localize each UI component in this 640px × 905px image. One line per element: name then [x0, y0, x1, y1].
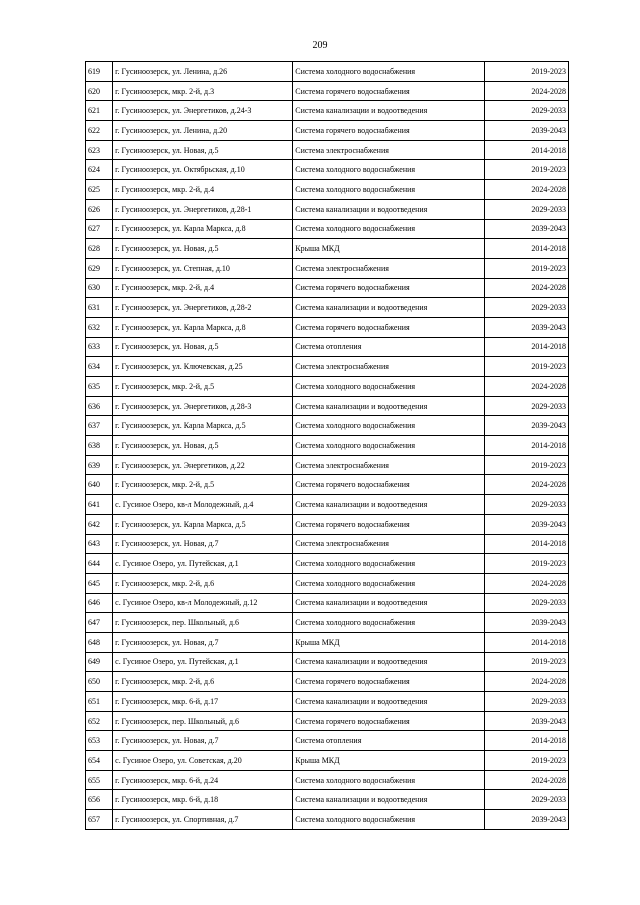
table-row	[86, 573, 569, 593]
period-cell: 2039-2043	[485, 416, 569, 436]
address-cell: г. Гусиноозерск, мкр. 6-й, д.17	[113, 692, 293, 712]
row-number-cell: 641	[86, 495, 113, 515]
registry-table-body	[86, 62, 569, 830]
system-type-cell: Система холодного водоснабжения	[293, 554, 485, 574]
period-cell: 2039-2043	[485, 613, 569, 633]
period-cell: 2024-2028	[485, 672, 569, 692]
row-number-cell: 630	[86, 278, 113, 298]
period-cell: 2039-2043	[485, 810, 569, 830]
address-cell: г. Гусиноозерск, ул. Новая, д.7	[113, 632, 293, 652]
table-row	[86, 81, 569, 101]
system-type-cell: Система электроснабжения	[293, 455, 485, 475]
address-cell: г. Гусиноозерск, ул. Энергетиков, д.22	[113, 455, 293, 475]
period-cell: 2024-2028	[485, 475, 569, 495]
row-number-cell: 619	[86, 62, 113, 82]
row-number-cell: 651	[86, 692, 113, 712]
table-row	[86, 455, 569, 475]
table-row	[86, 199, 569, 219]
system-type-cell: Система электроснабжения	[293, 258, 485, 278]
period-cell: 2039-2043	[485, 514, 569, 534]
table-row	[86, 751, 569, 771]
table-row	[86, 416, 569, 436]
row-number-cell: 652	[86, 711, 113, 731]
row-number-cell: 633	[86, 337, 113, 357]
table-row	[86, 180, 569, 200]
system-type-cell: Система холодного водоснабжения	[293, 573, 485, 593]
row-number-cell: 655	[86, 770, 113, 790]
period-cell: 2014-2018	[485, 337, 569, 357]
system-type-cell: Система холодного водоснабжения	[293, 810, 485, 830]
period-cell: 2019-2023	[485, 652, 569, 672]
period-cell: 2014-2018	[485, 239, 569, 259]
row-number-cell: 624	[86, 160, 113, 180]
row-number-cell: 656	[86, 790, 113, 810]
table-row	[86, 672, 569, 692]
system-type-cell: Крыша МКД	[293, 239, 485, 259]
table-row	[86, 377, 569, 397]
table-row	[86, 258, 569, 278]
row-number-cell: 635	[86, 377, 113, 397]
period-cell: 2024-2028	[485, 573, 569, 593]
period-cell: 2014-2018	[485, 140, 569, 160]
period-cell: 2029-2033	[485, 593, 569, 613]
period-cell: 2039-2043	[485, 121, 569, 141]
address-cell: г. Гусиноозерск, ул. Ключевская, д.25	[113, 357, 293, 377]
row-number-cell: 654	[86, 751, 113, 771]
system-type-cell: Система канализации и водоотведения	[293, 652, 485, 672]
address-cell: г. Гусиноозерск, ул. Ленина, д.20	[113, 121, 293, 141]
system-type-cell: Система электроснабжения	[293, 140, 485, 160]
table-row	[86, 121, 569, 141]
row-number-cell: 625	[86, 180, 113, 200]
row-number-cell: 620	[86, 81, 113, 101]
system-type-cell: Система горячего водоснабжения	[293, 81, 485, 101]
period-cell: 2019-2023	[485, 455, 569, 475]
table-row	[86, 790, 569, 810]
address-cell: г. Гусиноозерск, ул. Новая, д.7	[113, 731, 293, 751]
system-type-cell: Система горячего водоснабжения	[293, 711, 485, 731]
address-cell: г. Гусиноозерск, ул. Степная, д.10	[113, 258, 293, 278]
address-cell: г. Гусиноозерск, ул. Энергетиков, д.28-2	[113, 298, 293, 318]
row-number-cell: 622	[86, 121, 113, 141]
address-cell: г. Гусиноозерск, ул. Октябрьская, д.10	[113, 160, 293, 180]
table-row	[86, 593, 569, 613]
row-number-cell: 644	[86, 554, 113, 574]
row-number-cell: 640	[86, 475, 113, 495]
period-cell: 2029-2033	[485, 101, 569, 121]
address-cell: г. Гусиноозерск, ул. Новая, д.7	[113, 534, 293, 554]
address-cell: г. Гусиноозерск, мкр. 6-й, д.24	[113, 770, 293, 790]
address-cell: с. Гусиное Озеро, ул. Путейская, д.1	[113, 652, 293, 672]
period-cell: 2014-2018	[485, 632, 569, 652]
address-cell: г. Гусиноозерск, ул. Энергетиков, д.28-3	[113, 396, 293, 416]
address-cell: г. Гусиноозерск, ул. Энергетиков, д.28-1	[113, 199, 293, 219]
system-type-cell: Система холодного водоснабжения	[293, 219, 485, 239]
table-row	[86, 652, 569, 672]
registry-table	[85, 61, 569, 830]
period-cell: 2014-2018	[485, 534, 569, 554]
row-number-cell: 653	[86, 731, 113, 751]
row-number-cell: 639	[86, 455, 113, 475]
address-cell: с. Гусиное Озеро, кв-л Молодежный, д.4	[113, 495, 293, 515]
address-cell: г. Гусиноозерск, ул. Карла Маркса, д.5	[113, 514, 293, 534]
address-cell: г. Гусиноозерск, ул. Спортивная, д.7	[113, 810, 293, 830]
table-row	[86, 436, 569, 456]
table-row	[86, 495, 569, 515]
system-type-cell: Система электроснабжения	[293, 534, 485, 554]
system-type-cell: Система горячего водоснабжения	[293, 672, 485, 692]
system-type-cell: Система отопления	[293, 337, 485, 357]
period-cell: 2024-2028	[485, 81, 569, 101]
table-row	[86, 239, 569, 259]
system-type-cell: Система канализации и водоотведения	[293, 396, 485, 416]
table-row	[86, 534, 569, 554]
address-cell: г. Гусиноозерск, ул. Новая, д.5	[113, 436, 293, 456]
period-cell: 2019-2023	[485, 554, 569, 574]
period-cell: 2024-2028	[485, 377, 569, 397]
period-cell: 2024-2028	[485, 180, 569, 200]
period-cell: 2024-2028	[485, 770, 569, 790]
row-number-cell: 650	[86, 672, 113, 692]
table-row	[86, 62, 569, 82]
system-type-cell: Система канализации и водоотведения	[293, 692, 485, 712]
address-cell: г. Гусиноозерск, ул. Новая, д.5	[113, 239, 293, 259]
table-row	[86, 613, 569, 633]
system-type-cell: Система отопления	[293, 731, 485, 751]
table-row	[86, 219, 569, 239]
table-row	[86, 101, 569, 121]
address-cell: г. Гусиноозерск, ул. Новая, д.5	[113, 337, 293, 357]
row-number-cell: 646	[86, 593, 113, 613]
system-type-cell: Система холодного водоснабжения	[293, 180, 485, 200]
system-type-cell: Система холодного водоснабжения	[293, 770, 485, 790]
period-cell: 2014-2018	[485, 436, 569, 456]
system-type-cell: Система горячего водоснабжения	[293, 121, 485, 141]
row-number-cell: 626	[86, 199, 113, 219]
system-type-cell: Система электроснабжения	[293, 357, 485, 377]
address-cell: с. Гусиное Озеро, ул. Путейская, д.1	[113, 554, 293, 574]
table-row	[86, 810, 569, 830]
address-cell: г. Гусиноозерск, мкр. 2-й, д.5	[113, 475, 293, 495]
row-number-cell: 629	[86, 258, 113, 278]
table-row	[86, 711, 569, 731]
row-number-cell: 631	[86, 298, 113, 318]
row-number-cell: 623	[86, 140, 113, 160]
period-cell: 2029-2033	[485, 495, 569, 515]
row-number-cell: 632	[86, 317, 113, 337]
address-cell: г. Гусиноозерск, мкр. 2-й, д.3	[113, 81, 293, 101]
system-type-cell: Система канализации и водоотведения	[293, 593, 485, 613]
period-cell: 2039-2043	[485, 219, 569, 239]
table-row	[86, 770, 569, 790]
address-cell: г. Гусиноозерск, ул. Карла Маркса, д.8	[113, 317, 293, 337]
table-row	[86, 396, 569, 416]
address-cell: г. Гусиноозерск, ул. Карла Маркса, д.8	[113, 219, 293, 239]
address-cell: с. Гусиное Озеро, ул. Советская, д.20	[113, 751, 293, 771]
address-cell: г. Гусиноозерск, мкр. 2-й, д.4	[113, 180, 293, 200]
row-number-cell: 649	[86, 652, 113, 672]
period-cell: 2019-2023	[485, 751, 569, 771]
address-cell: г. Гусиноозерск, ул. Ленина, д.26	[113, 62, 293, 82]
address-cell: г. Гусиноозерск, мкр. 2-й, д.5	[113, 377, 293, 397]
row-number-cell: 643	[86, 534, 113, 554]
row-number-cell: 645	[86, 573, 113, 593]
period-cell: 2039-2043	[485, 711, 569, 731]
row-number-cell: 642	[86, 514, 113, 534]
address-cell: г. Гусиноозерск, мкр. 2-й, д.4	[113, 278, 293, 298]
address-cell: г. Гусиноозерск, ул. Новая, д.5	[113, 140, 293, 160]
row-number-cell: 628	[86, 239, 113, 259]
period-cell: 2019-2023	[485, 357, 569, 377]
period-cell: 2029-2033	[485, 199, 569, 219]
address-cell: с. Гусиное Озеро, кв-л Молодежный, д.12	[113, 593, 293, 613]
row-number-cell: 636	[86, 396, 113, 416]
table-row	[86, 317, 569, 337]
table-row	[86, 514, 569, 534]
row-number-cell: 647	[86, 613, 113, 633]
system-type-cell: Система канализации и водоотведения	[293, 298, 485, 318]
row-number-cell: 621	[86, 101, 113, 121]
address-cell: г. Гусиноозерск, ул. Энергетиков, д.24-3	[113, 101, 293, 121]
address-cell: г. Гусиноозерск, мкр. 6-й, д.18	[113, 790, 293, 810]
table-row	[86, 160, 569, 180]
table-row	[86, 357, 569, 377]
address-cell: г. Гусиноозерск, пер. Школьный, д.6	[113, 613, 293, 633]
system-type-cell: Крыша МКД	[293, 632, 485, 652]
address-cell: г. Гусиноозерск, мкр. 2-й, д.6	[113, 672, 293, 692]
system-type-cell: Система холодного водоснабжения	[293, 613, 485, 633]
table-row	[86, 337, 569, 357]
period-cell: 2019-2023	[485, 258, 569, 278]
system-type-cell: Система горячего водоснабжения	[293, 514, 485, 534]
period-cell: 2014-2018	[485, 731, 569, 751]
address-cell: г. Гусиноозерск, пер. Школьный, д.6	[113, 711, 293, 731]
row-number-cell: 648	[86, 632, 113, 652]
table-row	[86, 475, 569, 495]
system-type-cell: Крыша МКД	[293, 751, 485, 771]
table-row	[86, 692, 569, 712]
row-number-cell: 627	[86, 219, 113, 239]
row-number-cell: 638	[86, 436, 113, 456]
address-cell: г. Гусиноозерск, мкр. 2-й, д.6	[113, 573, 293, 593]
period-cell: 2024-2028	[485, 278, 569, 298]
period-cell: 2019-2023	[485, 62, 569, 82]
row-number-cell: 637	[86, 416, 113, 436]
system-type-cell: Система канализации и водоотведения	[293, 790, 485, 810]
period-cell: 2019-2023	[485, 160, 569, 180]
system-type-cell: Система канализации и водоотведения	[293, 101, 485, 121]
system-type-cell: Система холодного водоснабжения	[293, 416, 485, 436]
period-cell: 2029-2033	[485, 692, 569, 712]
row-number-cell: 634	[86, 357, 113, 377]
table-row	[86, 140, 569, 160]
system-type-cell: Система горячего водоснабжения	[293, 317, 485, 337]
address-cell: г. Гусиноозерск, ул. Карла Маркса, д.5	[113, 416, 293, 436]
table-row	[86, 632, 569, 652]
table-row	[86, 278, 569, 298]
period-cell: 2029-2033	[485, 298, 569, 318]
system-type-cell: Система горячего водоснабжения	[293, 475, 485, 495]
system-type-cell: Система канализации и водоотведения	[293, 495, 485, 515]
system-type-cell: Система холодного водоснабжения	[293, 377, 485, 397]
period-cell: 2029-2033	[485, 396, 569, 416]
table-row	[86, 298, 569, 318]
row-number-cell: 657	[86, 810, 113, 830]
system-type-cell: Система канализации и водоотведения	[293, 199, 485, 219]
system-type-cell: Система холодного водоснабжения	[293, 436, 485, 456]
page-number: 209	[312, 40, 328, 51]
period-cell: 2029-2033	[485, 790, 569, 810]
system-type-cell: Система холодного водоснабжения	[293, 160, 485, 180]
table-row	[86, 554, 569, 574]
system-type-cell: Система горячего водоснабжения	[293, 278, 485, 298]
table-row	[86, 731, 569, 751]
system-type-cell: Система холодного водоснабжения	[293, 62, 485, 82]
period-cell: 2039-2043	[485, 317, 569, 337]
